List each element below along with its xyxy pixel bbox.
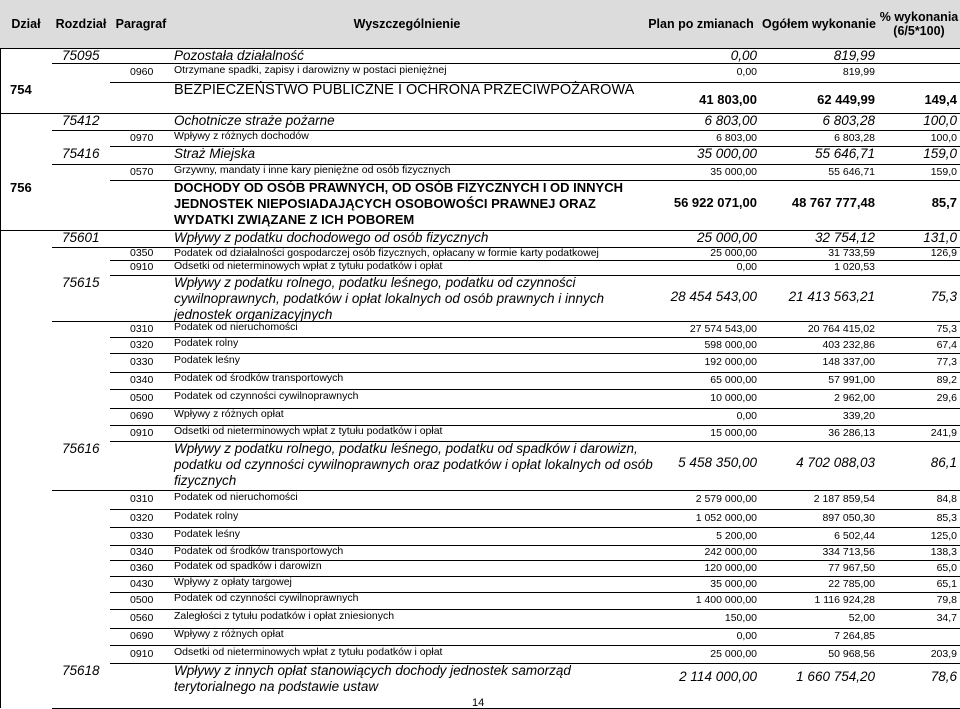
dzial-name-line: WYDATKI ZWIĄZANE Z ICH POBOREM	[174, 212, 415, 227]
paragraf-name: Grzywny, mandaty i inne kary pieniężne od osób fizycznych	[174, 164, 451, 176]
paragraf-code: 0340	[130, 546, 154, 558]
paragraf-code: 0910	[130, 648, 154, 660]
plan-value: 0,00	[736, 66, 757, 78]
plan-value: 120 000,00	[704, 562, 757, 574]
plan-value: 598 000,00	[704, 339, 757, 351]
paragraf-name: Odsetki od nieterminowych wpłat z tytułu podatków i opłat	[174, 646, 443, 658]
wykonanie-value: 7 264,85	[834, 630, 875, 642]
wykonanie-value: 52,00	[848, 612, 875, 624]
plan-value: 5 458 350,00	[678, 455, 757, 470]
paragraf-name: Wpływy z różnych opłat	[174, 628, 284, 640]
plan-value: 35 000,00	[696, 146, 757, 161]
table-row	[0, 628, 960, 645]
rozdzial-name-line: Wpływy z podatku rolnego, podatku leśnego, podatku od spadków i darowizn,	[174, 441, 638, 456]
plan-value: 2 579 000,00	[695, 493, 757, 505]
procent-value: 65,1	[936, 578, 957, 590]
wykonanie-value: 339,20	[842, 410, 875, 422]
table-row	[0, 408, 960, 425]
paragraf-code: 0570	[130, 166, 154, 178]
table-row	[0, 425, 960, 441]
paragraf-code: 0330	[130, 530, 154, 542]
paragraf-code: 0430	[130, 578, 154, 590]
wykonanie-value: 1 020,53	[834, 261, 875, 273]
plan-value: 192 000,00	[704, 356, 757, 368]
plan-value: 2 114 000,00	[679, 669, 757, 684]
plan-value: 25 000,00	[696, 230, 757, 245]
procent-value: 85,3	[936, 512, 957, 524]
table-row	[0, 592, 960, 609]
wykonanie-value: 1 660 754,20	[796, 669, 875, 684]
paragraf-name: Podatek leśny	[174, 354, 240, 366]
table-row	[0, 146, 960, 164]
wykonanie-value: 57 991,00	[828, 374, 875, 386]
procent-value: 75,3	[936, 323, 957, 335]
wykonanie-value: 20 764 415,02	[807, 323, 875, 335]
header-procent-line2: (6/5*100)	[893, 24, 945, 38]
dzial-name-line: DOCHODY OD OSÓB PRAWNYCH, OD OSÓB FIZYCZNYCH I OD INNYCH	[174, 180, 624, 195]
procent-value: 241,9	[930, 427, 957, 439]
procent-value: 85,7	[931, 195, 957, 210]
table-row	[0, 63, 960, 82]
paragraf-name: Podatek od działalności gospodarczej osób fizycznych, opłacany w formie karty podatkowej	[174, 247, 599, 259]
table-row	[0, 48, 960, 63]
table-row	[0, 645, 960, 663]
table-row	[0, 113, 960, 130]
paragraf-code: 0350	[130, 247, 154, 259]
procent-value: 77,3	[936, 356, 957, 368]
paragraf-name: Podatek od środków transportowych	[174, 372, 344, 384]
wykonanie-value: 2 962,00	[834, 392, 875, 404]
paragraf-code: 0310	[130, 323, 154, 335]
header-procent-line1: % wykonania	[879, 10, 959, 24]
plan-value: 0,00	[730, 48, 757, 63]
plan-value: 35 000,00	[710, 166, 757, 178]
header-wyszczegolnienie: Wyszczególnienie	[353, 17, 461, 31]
paragraf-name: Podatek od środków transportowych	[174, 545, 344, 557]
table-row	[0, 337, 960, 353]
table-row	[0, 321, 960, 337]
wykonanie-value: 22 785,00	[828, 578, 875, 590]
plan-value: 0,00	[736, 261, 757, 273]
wykonanie-value: 31 733,59	[828, 247, 875, 259]
rozdzial-name: Pozostała działalność	[174, 48, 304, 63]
rozdzial-name-line: fizycznych	[174, 473, 237, 488]
procent-value: 125,0	[930, 530, 957, 542]
header-ogolem: Ogółem wykonanie	[762, 17, 876, 31]
plan-value: 15 000,00	[710, 427, 757, 439]
rozdzial-code: 75601	[62, 230, 100, 245]
wykonanie-value: 819,99	[842, 66, 875, 78]
paragraf-code: 0910	[130, 261, 154, 273]
rozdzial-name-line: Wpływy z innych opłat stanowiących dochody jednostek samorząd	[174, 663, 571, 678]
plan-value: 65 000,00	[710, 374, 757, 386]
wykonanie-value: 48 767 777,48	[791, 195, 875, 210]
procent-value: 100,0	[923, 113, 957, 128]
dzial-code: 754	[10, 82, 32, 97]
dzial-name-line: JEDNOSTEK NIEPOSIADAJĄCYCH OSOBOWOŚCI PRAWNEJ ORAZ	[174, 196, 596, 211]
procent-value: 100,0	[930, 132, 957, 144]
wykonanie-value: 62 449,99	[817, 92, 875, 107]
plan-value: 27 574 543,00	[689, 323, 757, 335]
procent-value: 78,6	[930, 669, 957, 684]
paragraf-name: Odsetki od nieterminowych wpłat z tytułu podatków i opłat	[174, 260, 443, 272]
procent-value: 149,4	[924, 92, 957, 107]
paragraf-name: Podatek od czynności cywilnoprawnych	[174, 390, 359, 402]
paragraf-name: Podatek rolny	[174, 510, 239, 522]
paragraf-code: 0560	[130, 612, 154, 624]
rozdzial-name: Ochotnicze straże pożarne	[174, 113, 335, 128]
table-row	[0, 180, 960, 230]
plan-value: 6 803,00	[704, 113, 757, 128]
page-number: 14	[472, 697, 485, 709]
procent-value: 138,3	[930, 546, 957, 558]
header-procent	[878, 0, 960, 48]
paragraf-name: Wpływy z różnych opłat	[174, 408, 284, 420]
paragraf-code: 0320	[130, 512, 154, 524]
wykonanie-value: 36 286,13	[828, 427, 875, 439]
wykonanie-value: 2 187 859,54	[813, 493, 875, 505]
table-row	[0, 372, 960, 389]
table-row	[0, 353, 960, 372]
paragraf-code: 0330	[130, 356, 154, 368]
table-row	[0, 576, 960, 592]
wykonanie-value: 55 646,71	[828, 166, 875, 178]
wykonanie-value: 819,99	[833, 48, 875, 63]
paragraf-name: Podatek rolny	[174, 337, 239, 349]
paragraf-code: 0500	[130, 594, 154, 606]
paragraf-code: 0340	[130, 374, 154, 386]
wykonanie-value: 6 803,28	[834, 132, 875, 144]
rozdzial-name-line: jednostek organizacyjnych	[174, 307, 333, 322]
procent-value: 159,0	[930, 166, 957, 178]
rozdzial-code: 75416	[62, 146, 100, 161]
plan-value: 10 000,00	[710, 392, 757, 404]
table-row	[0, 260, 960, 275]
paragraf-code: 0910	[130, 427, 154, 439]
wykonanie-value: 6 502,44	[834, 530, 875, 542]
paragraf-name: Podatek od spadków i darowizn	[174, 560, 322, 572]
header-plan: Plan po zmianach	[648, 17, 754, 31]
plan-value: 242 000,00	[704, 546, 757, 558]
table-row	[0, 389, 960, 408]
wykonanie-value: 4 702 088,03	[796, 455, 875, 470]
paragraf-name: Podatek od nieruchomości	[174, 491, 298, 503]
wykonanie-value: 148 337,00	[822, 356, 875, 368]
table-row	[0, 441, 960, 490]
wykonanie-value: 6 803,28	[822, 113, 875, 128]
wykonanie-value: 50 968,56	[828, 648, 875, 660]
table-row	[0, 130, 960, 146]
rozdzial-name: Straż Miejska	[174, 146, 256, 161]
rozdzial-code: 75616	[62, 441, 100, 456]
paragraf-name: Zaległości z tytułu podatków i opłat zniesionych	[174, 610, 395, 622]
wykonanie-value: 1 116 924,28	[814, 594, 875, 606]
rozdzial-name-line: terytorialnego na podstawie ustaw	[174, 679, 379, 694]
paragraf-code: 0690	[130, 630, 154, 642]
rozdzial-name: Wpływy z podatku dochodowego od osób fizycznych	[174, 230, 489, 245]
paragraf-name: Wpływy z opłaty targowej	[174, 576, 292, 588]
table-row	[0, 490, 960, 509]
rozdzial-code: 75412	[62, 113, 100, 128]
paragraf-code: 0970	[130, 132, 154, 144]
plan-value: 25 000,00	[710, 247, 757, 259]
paragraf-name: Otrzymane spadki, zapisy i darowizny w postaci pieniężnej	[174, 64, 447, 76]
table-row	[0, 545, 960, 560]
table-row	[0, 560, 960, 576]
dzial-code: 756	[10, 180, 32, 195]
procent-value: 67,4	[936, 339, 957, 351]
procent-value: 86,1	[930, 455, 957, 470]
plan-value: 1 400 000,00	[695, 594, 757, 606]
wykonanie-value: 55 646,71	[814, 146, 875, 161]
paragraf-code: 0320	[130, 339, 154, 351]
table-row	[0, 164, 960, 180]
plan-value: 56 922 071,00	[673, 195, 757, 210]
plan-value: 0,00	[736, 630, 757, 642]
table-row	[0, 247, 960, 260]
wykonanie-value: 77 967,50	[828, 562, 875, 574]
procent-value: 131,0	[923, 230, 957, 245]
plan-value: 25 000,00	[710, 648, 757, 660]
rozdzial-code: 75615	[62, 275, 100, 290]
rozdzial-code: 75618	[62, 663, 100, 678]
wykonanie-value: 403 232,86	[822, 339, 875, 351]
procent-value: 29,6	[936, 392, 957, 404]
plan-value: 150,00	[724, 612, 757, 624]
rozdzial-code: 75095	[62, 48, 100, 63]
plan-value: 28 454 543,00	[670, 289, 757, 304]
table-left-border	[0, 48, 1, 708]
plan-value: 1 052 000,00	[695, 512, 757, 524]
paragraf-name: Podatek leśny	[174, 528, 240, 540]
procent-value: 34,7	[936, 612, 957, 624]
plan-value: 6 803,00	[716, 132, 757, 144]
paragraf-code: 0310	[130, 493, 154, 505]
procent-value: 79,8	[936, 594, 957, 606]
plan-value: 35 000,00	[710, 578, 757, 590]
table-row	[0, 82, 960, 113]
table-row	[0, 230, 960, 247]
wykonanie-value: 32 754,12	[814, 230, 875, 245]
header-rozdzial: Rozdział	[55, 17, 107, 31]
table-row	[0, 527, 960, 545]
procent-value: 159,0	[923, 146, 957, 161]
plan-value: 0,00	[736, 410, 757, 422]
table-row	[0, 509, 960, 527]
rozdzial-name-line: cywilnoprawnych, podatków i opłat lokalnych od osób prawnych i innych	[174, 291, 604, 306]
paragraf-code: 0690	[130, 410, 154, 422]
procent-value: 75,3	[930, 289, 957, 304]
paragraf-code: 0500	[130, 392, 154, 404]
table-header	[0, 0, 960, 49]
paragraf-code: 0960	[130, 66, 154, 78]
header-paragraf: Paragraf	[115, 17, 167, 31]
procent-value: 84,8	[936, 493, 957, 505]
paragraf-name: Podatek od czynności cywilnoprawnych	[174, 592, 359, 604]
rozdzial-name-line: podatku od czynności cywilnoprawnych oraz podatków i opłat lokalnych od osób	[174, 457, 653, 472]
procent-value: 203,9	[930, 648, 957, 660]
procent-value: 126,9	[930, 247, 957, 259]
header-dzial: Dział	[11, 17, 41, 31]
table-row	[0, 275, 960, 321]
paragraf-name: Podatek od nieruchomości	[174, 321, 298, 333]
plan-value: 5 200,00	[716, 530, 757, 542]
wykonanie-value: 334 713,56	[822, 546, 875, 558]
dzial-name: BEZPIECZEŃSTWO PUBLICZNE I OCHRONA PRZECIWPOŻAROWA	[174, 82, 635, 98]
procent-value: 65,0	[936, 562, 957, 574]
rozdzial-name-line: Wpływy z podatku rolnego, podatku leśnego, podatku od czynności	[174, 275, 576, 290]
paragraf-code: 0360	[130, 562, 154, 574]
paragraf-name: Odsetki od nieterminowych wpłat z tytułu podatków i opłat	[174, 425, 443, 437]
paragraf-name: Wpływy z różnych dochodów	[174, 130, 309, 142]
wykonanie-value: 897 050,30	[822, 512, 875, 524]
table-row	[0, 609, 960, 628]
plan-value: 41 803,00	[699, 92, 757, 107]
wykonanie-value: 21 413 563,21	[788, 289, 875, 304]
procent-value: 89,2	[936, 374, 957, 386]
